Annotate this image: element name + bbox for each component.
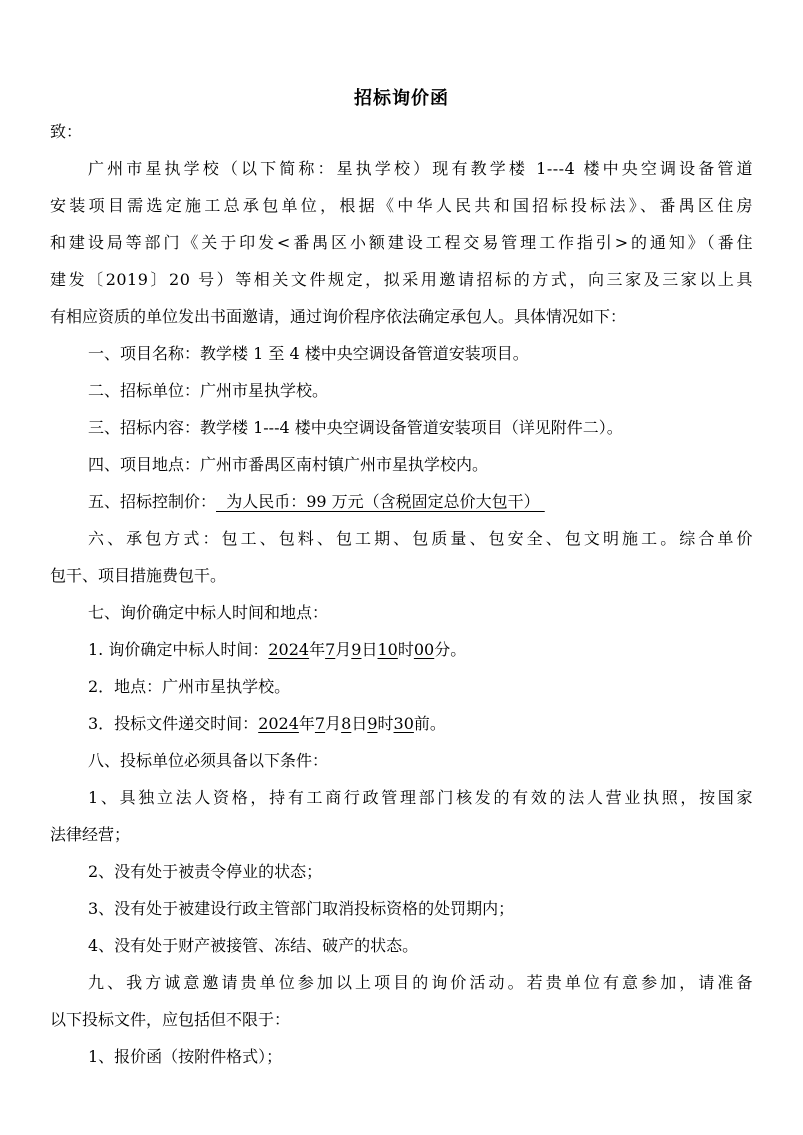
inquiry-day-unit: 日 bbox=[361, 640, 378, 659]
requirement-1-line-1: 1、具独立法人资格，持有工商行政管理部门核发的有效的法人营业执照，按国家 bbox=[88, 788, 753, 807]
submission-year: 2024 bbox=[258, 714, 299, 733]
submission-hour-unit: 时 bbox=[377, 714, 394, 733]
requirement-2: 2、没有处于被责令停业的状态； bbox=[88, 862, 323, 881]
inquiry-hour: 10 bbox=[377, 640, 398, 659]
document-title: 招标询价函 bbox=[354, 88, 449, 109]
submission-hour: 9 bbox=[367, 714, 378, 733]
intro-line-2: 安装项目需选定施工总承包单位，根据《中华人民共和国招标投标法》、番禺区住房 bbox=[50, 196, 753, 215]
inquiry-day: 9 bbox=[351, 640, 362, 659]
requirement-1-line-2: 法律经营； bbox=[50, 825, 131, 844]
requirement-4: 4、没有处于财产被接管、冻结、破产的状态。 bbox=[88, 936, 419, 955]
item-tender-unit: 二、招标单位：广州市星执学校。 bbox=[88, 381, 329, 400]
inquiry-month-unit: 月 bbox=[335, 640, 352, 659]
intro-line-4: 建发〔2019〕20 号）等相关文件规定，拟采用邀请招标的方式，向三家及三家以上具 bbox=[50, 270, 753, 289]
item-project-location: 四、项目地点：广州市番禺区南村镇广州市星执学校内。 bbox=[88, 455, 489, 474]
salutation: 致： bbox=[50, 122, 83, 141]
requirement-3: 3、没有处于被建设行政主管部门取消投标资格的处罚期内； bbox=[88, 899, 515, 918]
submission-minute: 30 bbox=[393, 714, 414, 733]
item-invitation-line-1: 九、我方诚意邀请贵单位参加以上项目的询价活动。若贵单位有意参加，请准备 bbox=[88, 973, 753, 992]
item-inquiry-time bbox=[88, 640, 466, 660]
submission-minute-unit: 前。 bbox=[413, 714, 446, 733]
item-contract-mode-line-1: 六、承包方式：包工、包料、包工期、包质量、包安全、包文明施工。综合单价 bbox=[88, 529, 753, 548]
inquiry-time-label: 1. 询价确定中标人时间： bbox=[88, 640, 269, 659]
inquiry-minute: 00 bbox=[413, 640, 435, 659]
control-price-label: 五、招标控制价： bbox=[88, 492, 217, 511]
inquiry-minute-unit: 分。 bbox=[434, 640, 467, 659]
item-bidder-requirements: 八、投标单位必须具备以下条件： bbox=[88, 751, 329, 770]
submission-month-unit: 月 bbox=[325, 714, 342, 733]
submission-day-unit: 日 bbox=[351, 714, 368, 733]
item-submission-time bbox=[88, 714, 446, 734]
bid-document-1: 1、报价函（按附件格式）； bbox=[88, 1047, 283, 1066]
item-invitation-line-2: 以下投标文件，应包括但不限于： bbox=[50, 1010, 291, 1029]
item-project-name: 一、项目名称：教学楼 1 至 4 楼中央空调设备管道安装项目。 bbox=[88, 344, 529, 363]
inquiry-year-unit: 年 bbox=[309, 640, 326, 659]
inquiry-year: 2024 bbox=[268, 640, 310, 659]
submission-day: 8 bbox=[341, 714, 352, 733]
item-tender-content: 三、招标内容：教学楼 1---4 楼中央空调设备管道安装项目（详见附件二）。 bbox=[88, 418, 623, 437]
control-price-value: 为人民币：99 万元（含税固定总价大包干） bbox=[216, 492, 545, 511]
intro-line-1: 广州市星执学校（以下简称：星执学校）现有教学楼 1---4 楼中央空调设备管道 bbox=[88, 159, 753, 178]
item-inquiry-time-place: 七、询价确定中标人时间和地点： bbox=[88, 603, 329, 622]
item-inquiry-place: 2．地点：广州市星执学校。 bbox=[88, 677, 291, 696]
intro-line-5: 有相应资质的单位发出书面邀请，通过询价程序依法确定承包人。具体情况如下： bbox=[50, 307, 627, 326]
submission-month: 7 bbox=[314, 714, 326, 733]
submission-year-unit: 年 bbox=[298, 714, 315, 733]
inquiry-hour-unit: 时 bbox=[397, 640, 414, 659]
intro-line-3: 和建设局等部门《关于印发<番禺区小额建设工程交易管理工作指引>的通知》（番住 bbox=[50, 233, 753, 252]
item-contract-mode-line-2: 包干、项目措施费包干。 bbox=[50, 566, 227, 585]
inquiry-month: 7 bbox=[325, 640, 336, 659]
item-control-price bbox=[88, 492, 545, 512]
submission-time-label: 3．投标文件递交时间： bbox=[88, 714, 259, 733]
